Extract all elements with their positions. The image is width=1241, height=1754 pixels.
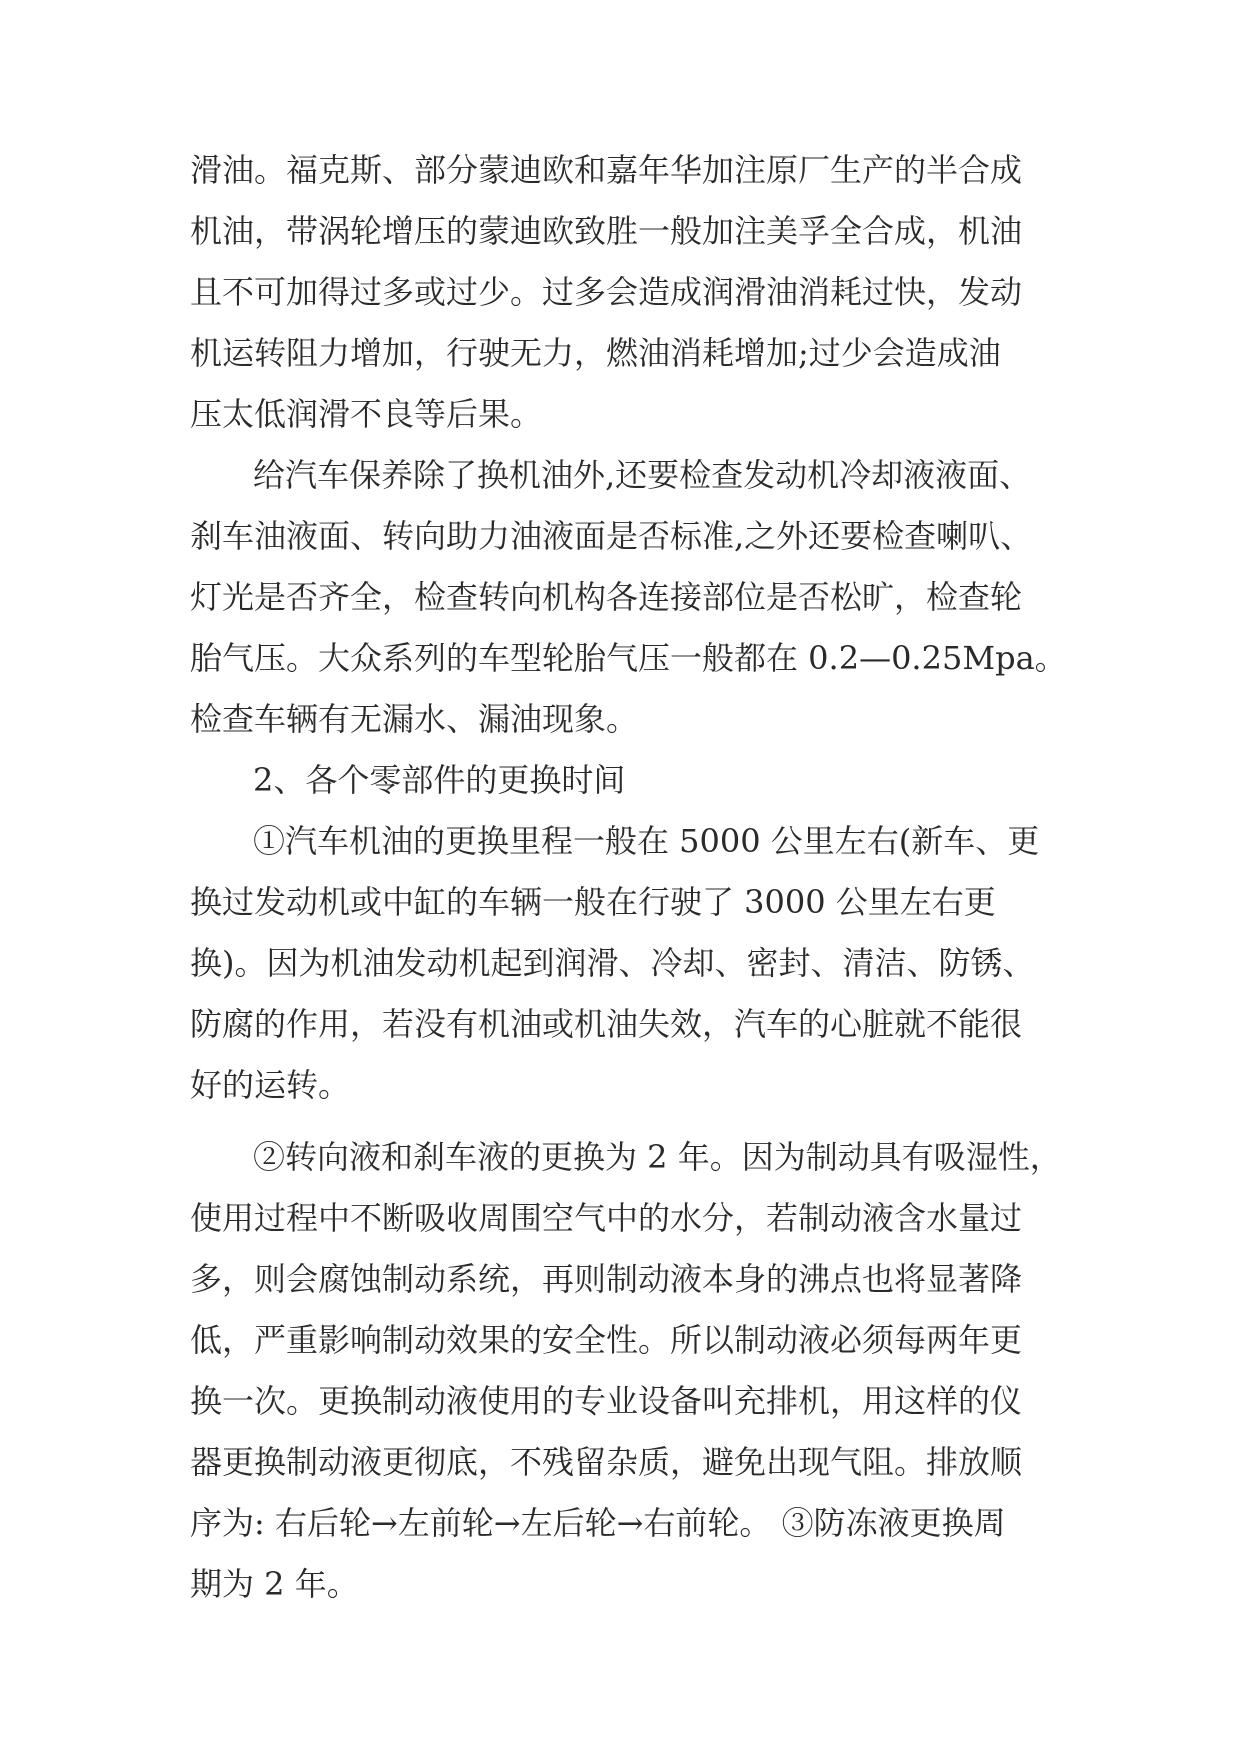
text-line: 换)。因为机油发动机起到润滑、冷却、密封、清洁、防锈、 [190,944,1035,982]
text-line: 期为 2 年。 [190,1565,359,1603]
text-line: 使用过程中不断吸收周围空气中的水分，若制动液含水量过 [190,1199,1023,1237]
text-line: 换过发动机或中缸的车辆一般在行驶了 3000 公里左右更 [190,883,996,921]
text-line: 机运转阻力增加，行驶无力，燃油消耗增加;过少会造成油 [190,334,1001,372]
text-line: 胎气压。大众系列的车型轮胎气压一般都在 0.2—0.25Mpa。 [190,639,1067,677]
text-line: 换一次。更换制动液使用的专业设备叫充排机，用这样的仪 [190,1382,1023,1420]
text-line: 序为: 右后轮→左前轮→左后轮→右前轮。 ③防冻液更换周 [190,1504,1006,1542]
section-heading: 2、各个零部件的更换时间 [253,761,626,799]
text-line: 器更换制动液更彻底，不残留杂质，避免出现气阻。排放顺 [190,1443,1023,1481]
text-line: 防腐的作用，若没有机油或机油失效，汽车的心脏就不能很 [190,1005,1023,1043]
text-line: 好的运转。 [190,1066,351,1104]
text-line: 多，则会腐蚀制动系统，再则制动液本身的沸点也将显著降 [190,1260,1023,1298]
text-line: 滑油。福克斯、部分蒙迪欧和嘉年华加注原厂生产的半合成 [190,151,1023,189]
text-line: ①汽车机油的更换里程一般在 5000 公里左右(新车、更 [253,822,1040,860]
text-line: 检查车辆有无漏水、漏油现象。 [190,700,639,738]
text-line: 且不可加得过多或过少。过多会造成润滑油消耗过快，发动 [190,273,1023,311]
text-line: 机油，带涡轮增压的蒙迪欧致胜一般加注美孚全合成，机油 [190,212,1023,250]
text-line: 灯光是否齐全，检查转向机构各连接部位是否松旷，检查轮 [190,578,1023,616]
text-line: 压太低润滑不良等后果。 [190,395,543,433]
text-line: 刹车油液面、转向助力油液面是否标准,之外还要检查喇叭、 [190,517,1033,555]
text-line: ②转向液和刹车液的更换为 2 年。因为制动具有吸湿性， [253,1138,1062,1176]
text-line: 低，严重影响制动效果的安全性。所以制动液必须每两年更 [190,1321,1023,1359]
text-line: 给汽车保养除了换机油外,还要检查发动机冷却液液面、 [253,456,1032,494]
